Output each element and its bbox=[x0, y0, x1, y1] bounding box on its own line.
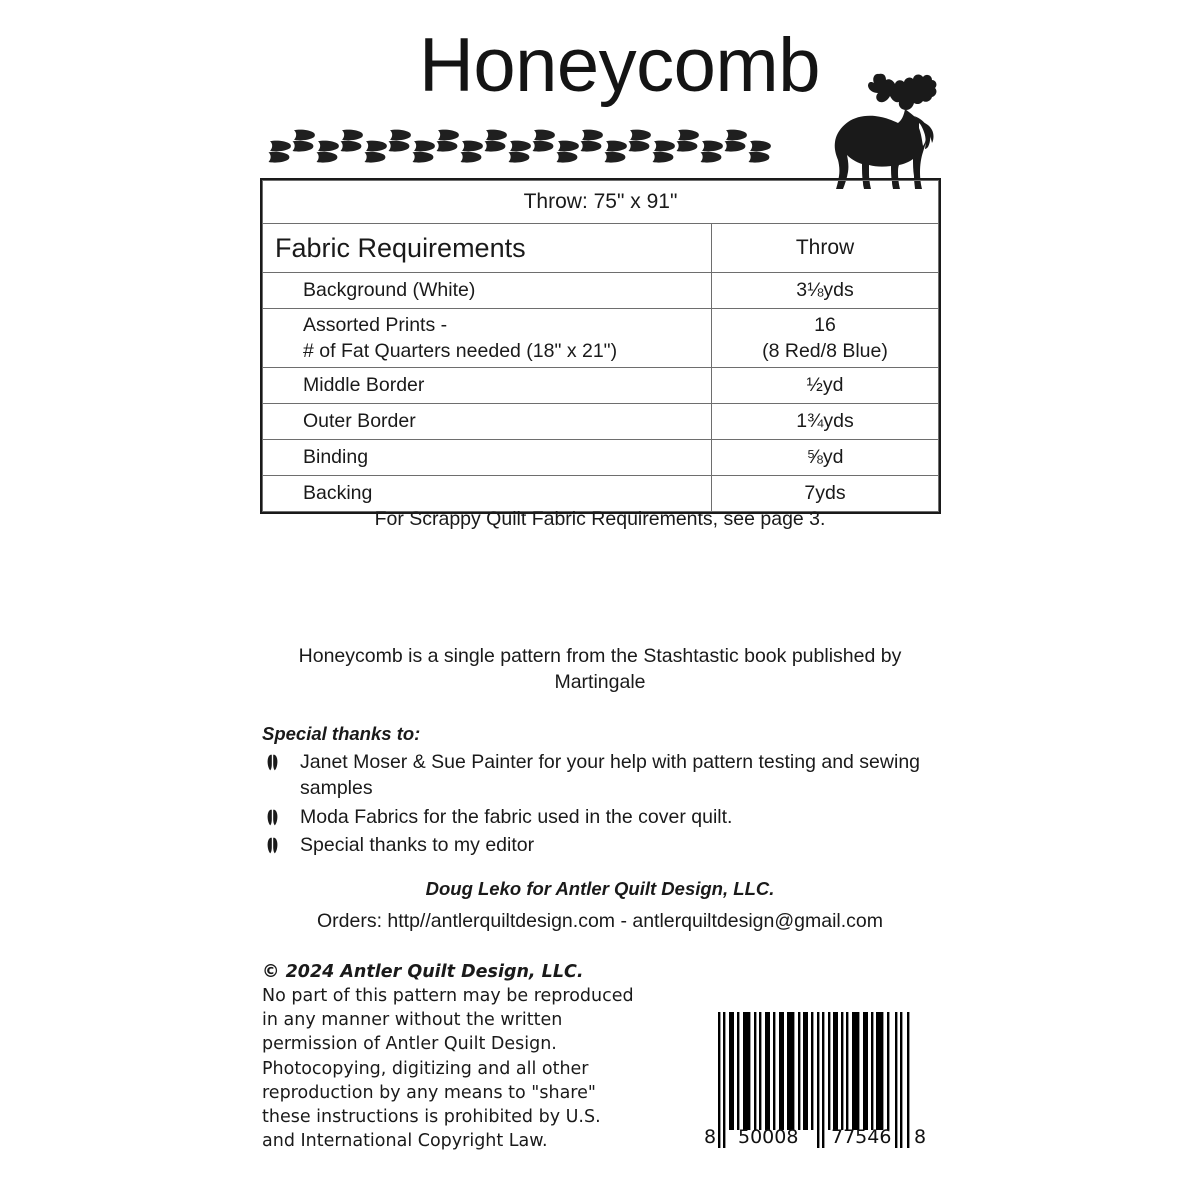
fabric-value: 1¾yds bbox=[712, 404, 939, 440]
fabric-label: Middle Border bbox=[263, 368, 712, 404]
copyright-line: these instructions is prohibited by U.S. bbox=[262, 1106, 601, 1127]
fabric-value: 3⅛yds bbox=[712, 273, 939, 309]
fabric-requirements-table bbox=[262, 180, 939, 512]
scrappy-quilt-note: For Scrappy Quilt Fabric Requirements, see page 3. bbox=[374, 508, 826, 530]
fabric-label-line-2: # of Fat Quarters needed (18" x 21") bbox=[303, 340, 618, 362]
fabric-requirements-table-wrapper bbox=[262, 180, 938, 512]
barcode-group-two: 77546 bbox=[831, 1126, 892, 1148]
list-item bbox=[262, 804, 942, 830]
copyright-block bbox=[262, 960, 662, 1153]
list-item-label: Special thanks to my editor bbox=[300, 833, 535, 856]
copyright-line: © 2024 Antler Quilt Design, LLC. bbox=[262, 962, 584, 982]
orders-contact-line: Orders: http//antlerquiltdesign.com - antlerquiltdesign@gmail.com bbox=[316, 910, 884, 932]
fabric-label bbox=[263, 309, 712, 368]
list-item-label: Janet Moser & Sue Painter for your help with pattern testing and sewing samples bbox=[300, 751, 921, 800]
table-row bbox=[263, 273, 939, 309]
barcode-digit-right: 8 bbox=[914, 1126, 927, 1148]
copyright-line: No part of this pattern may be reproduced bbox=[262, 986, 634, 1007]
book-blurb: Honeycomb is a single pattern from the Stashtastic book published by Martingale bbox=[298, 645, 902, 694]
hoof-track-divider bbox=[268, 126, 808, 166]
moose-silhouette-icon bbox=[822, 60, 944, 192]
table-row bbox=[263, 309, 939, 368]
fabric-label-line-1: Assorted Prints - bbox=[303, 313, 448, 336]
fabric-label: Backing bbox=[263, 476, 712, 512]
hoof-print-bullet-icon bbox=[266, 809, 279, 826]
table-row bbox=[263, 440, 939, 476]
hoof-print-bullet-icon bbox=[266, 837, 279, 854]
table-header-row bbox=[263, 224, 939, 273]
fabric-label: Background (White) bbox=[263, 273, 712, 309]
column-header-throw: Throw bbox=[712, 224, 939, 273]
hoof-track-divider-icon bbox=[268, 126, 808, 166]
list-item-label: Moda Fabrics for the fabric used in the cover quilt. bbox=[300, 805, 733, 828]
copyright-line: reproduction by any means to "share" bbox=[262, 1082, 596, 1103]
column-header-fabric-requirements: Fabric Requirements bbox=[263, 224, 712, 273]
special-thanks-list bbox=[262, 749, 942, 858]
quilt-size-cell: Throw: 75" x 91" bbox=[263, 181, 939, 224]
list-item bbox=[262, 749, 942, 802]
fabric-value: ½yd bbox=[712, 368, 939, 404]
fabric-value: 7yds bbox=[712, 476, 939, 512]
hoof-print-bullet-icon bbox=[266, 754, 279, 771]
table-row bbox=[263, 476, 939, 512]
table-row bbox=[263, 404, 939, 440]
copyright-line: Photocopying, digitizing and all other bbox=[262, 1058, 589, 1079]
fabric-value: ⅝yd bbox=[712, 440, 939, 476]
designer-credit: Doug Leko for Antler Quilt Design, LLC. bbox=[425, 878, 775, 899]
copyright-line: permission of Antler Quilt Design. bbox=[262, 1034, 557, 1055]
copyright-line: and International Copyright Law. bbox=[262, 1130, 548, 1151]
page-title: Honeycomb bbox=[418, 23, 820, 108]
barcode-digit-left: 8 bbox=[704, 1126, 717, 1148]
copyright-line: in any manner without the written bbox=[262, 1010, 563, 1031]
fabric-label: Outer Border bbox=[263, 404, 712, 440]
table-row-quilt-size bbox=[263, 181, 939, 224]
fabric-value-line-1: 16 bbox=[814, 313, 836, 336]
barcode-group-one: 50008 bbox=[738, 1126, 799, 1148]
fabric-value-line-2: (8 Red/8 Blue) bbox=[762, 340, 888, 362]
special-thanks-section bbox=[262, 723, 942, 860]
table-row bbox=[263, 368, 939, 404]
special-thanks-title: Special thanks to: bbox=[262, 723, 421, 744]
fabric-value bbox=[712, 309, 939, 368]
fabric-label: Binding bbox=[263, 440, 712, 476]
list-item bbox=[262, 832, 942, 858]
